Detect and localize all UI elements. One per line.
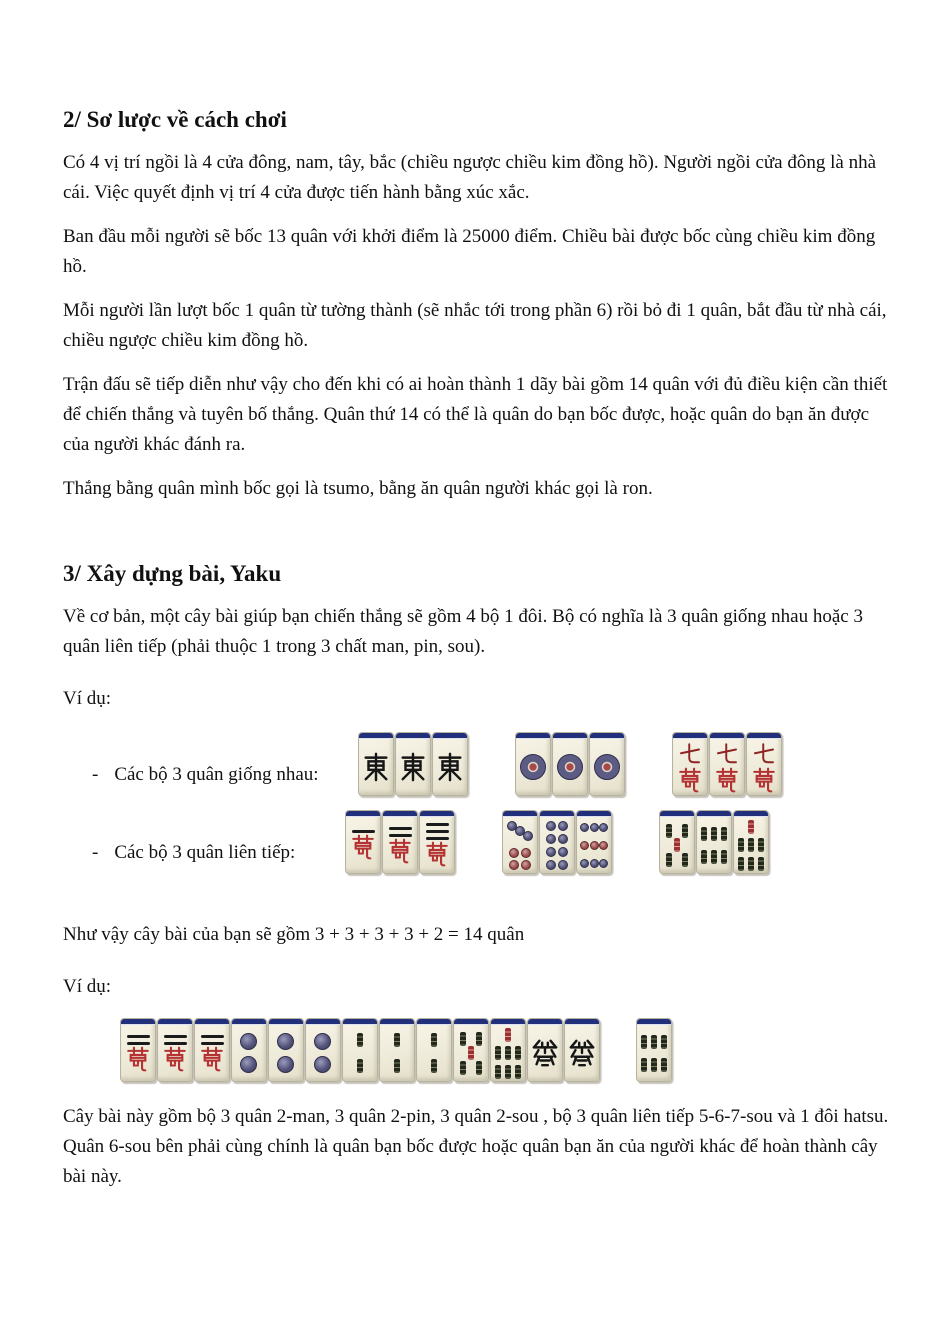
section-3-heading: 3/ Xây dựng bài, Yaku [63, 561, 282, 586]
mahjong-tile-sou7 [733, 810, 769, 874]
bullet-label-sequential [63, 838, 345, 874]
bullet-label-identical [63, 760, 358, 796]
tile-face [158, 1025, 192, 1081]
bullet-text-identical: Các bộ 3 quân giống nhau: [114, 764, 319, 785]
tile-face [747, 739, 781, 795]
tile-face [734, 817, 768, 873]
mahjong-tile-man1 [345, 810, 381, 874]
tile-face [660, 817, 694, 873]
tile-face [710, 739, 744, 795]
sum-line: Như vậy cây bài của bạn sẽ gồm 3 + 3 + 3 + 3 + 2 = 14 quân [63, 924, 525, 945]
mahjong-tile-man7 [746, 732, 782, 796]
tile-face [396, 739, 430, 795]
tile-face [553, 739, 587, 795]
mahjong-tile-man2 [120, 1018, 156, 1082]
tile-group [345, 810, 455, 874]
tile-face [673, 739, 707, 795]
tile-face [346, 817, 380, 873]
example-hand-row [120, 1018, 892, 1082]
tile-group [659, 810, 769, 874]
mahjong-tile-east [395, 732, 431, 796]
mahjong-tile-man2 [194, 1018, 230, 1082]
tile-face [417, 1025, 451, 1081]
section-2-heading: 2/ Sơ lược về cách chơi [63, 107, 287, 132]
mahjong-tile-man7 [709, 732, 745, 796]
tile-groups-hand [120, 1018, 672, 1082]
mahjong-tile-pin1 [552, 732, 588, 796]
tile-face [383, 817, 417, 873]
mahjong-tile-sou2 [379, 1018, 415, 1082]
mahjong-tile-pin2 [231, 1018, 267, 1082]
mahjong-tile-man2 [157, 1018, 193, 1082]
mahjong-tile-sou2 [416, 1018, 452, 1082]
tile-group [636, 1018, 672, 1082]
tile-face [121, 1025, 155, 1081]
tile-face [306, 1025, 340, 1081]
tile-face [590, 739, 624, 795]
bullet-dash: - [92, 764, 99, 785]
mahjong-tile-hatsu [564, 1018, 600, 1082]
tile-face [232, 1025, 266, 1081]
mahjong-tile-pin1 [515, 732, 551, 796]
tile-group [120, 1018, 600, 1082]
mahjong-tile-pin2 [268, 1018, 304, 1082]
mahjong-tile-east [358, 732, 394, 796]
tile-face [697, 817, 731, 873]
tile-face [516, 739, 550, 795]
tile-face [503, 817, 537, 873]
mahjong-tile-sou7 [490, 1018, 526, 1082]
closing-paragraph: Cây bài này gồm bộ 3 quân 2-man, 3 quân 2-pin, 3 quân 2-sou , bộ 3 quân liên tiếp 5-6-7-sou và 1 đôi hatsu. Quân 6-sou bên phải cùng chính là quân bạn bốc được hoặc quân bạn ăn của người khác để hoàn thành cây bài này. [63, 1106, 889, 1187]
bullet-text-sequential: Các bộ 3 quân liên tiếp: [114, 842, 296, 863]
mahjong-tile-sou2 [342, 1018, 378, 1082]
section-2-paragraph-5: Thắng bằng quân mình bốc gọi là tsumo, bằng ăn quân người khác gọi là ron. [63, 478, 653, 499]
section-3-intro: Về cơ bản, một cây bài giúp bạn chiến thắng sẽ gồm 4 bộ 1 đôi. Bộ có nghĩa là 3 quân giống nhau hoặc 3 quân liên tiếp (phải thuộc 1 trong 3 chất man, pin, sou). [63, 606, 863, 657]
mahjong-tile-pin2 [305, 1018, 341, 1082]
mahjong-tile-sou6 [696, 810, 732, 874]
mahjong-tile-sou5 [453, 1018, 489, 1082]
tile-group [515, 732, 625, 796]
tile-face [637, 1025, 671, 1081]
tile-group [672, 732, 782, 796]
example-label-2: Ví dụ: [63, 976, 112, 997]
mahjong-tile-pin7 [502, 810, 538, 874]
tile-group [358, 732, 468, 796]
section-2-paragraph-2: Ban đầu mỗi người sẽ bốc 13 quân với khởi điểm là 25000 điểm. Chiều bài được bốc cùng chiều kim đồng hồ. [63, 226, 876, 277]
mahjong-tile-pin8 [539, 810, 575, 874]
mahjong-tile-east [432, 732, 468, 796]
tile-face [491, 1025, 525, 1081]
mahjong-tile-man3 [419, 810, 455, 874]
tile-face [577, 817, 611, 873]
tile-face [528, 1025, 562, 1081]
mahjong-tile-hatsu [527, 1018, 563, 1082]
section-2-paragraph-1: Có 4 vị trí ngồi là 4 cửa đông, nam, tây, bắc (chiều ngược chiều kim đồng hồ). Người ngồi cửa đông là nhà cái. Việc quyết định vị trí 4 cửa được tiến hành bằng xúc xắc. [63, 152, 877, 203]
tile-face [343, 1025, 377, 1081]
mahjong-tile-pin9 [576, 810, 612, 874]
example-label-1: Ví dụ: [63, 688, 112, 709]
tile-face [359, 739, 393, 795]
mahjong-tile-man7 [672, 732, 708, 796]
tile-face [454, 1025, 488, 1081]
mahjong-tile-sou6 [636, 1018, 672, 1082]
tile-face [380, 1025, 414, 1081]
tile-face [433, 739, 467, 795]
tile-face [565, 1025, 599, 1081]
tile-group [502, 810, 612, 874]
section-2-paragraph-4: Trận đấu sẽ tiếp diễn như vậy cho đến khi có ai hoàn thành 1 dãy bài gồm 14 quân với đủ điều kiện cần thiết để chiến thắng và tuyên bố thắng. Quân thứ 14 có thể là quân do bạn bốc được, hoặc quân do bạn ăn được của người khác đánh ra. [63, 374, 888, 455]
tile-face [269, 1025, 303, 1081]
mahjong-tile-sou5 [659, 810, 695, 874]
bullet-row-sequential-sets [63, 806, 892, 874]
tile-face [420, 817, 454, 873]
bullet-dash: - [92, 842, 99, 863]
tile-face [540, 817, 574, 873]
bullet-row-identical-sets [63, 728, 892, 796]
mahjong-tile-pin1 [589, 732, 625, 796]
tile-groups-identical [358, 732, 782, 796]
section-2-paragraph-3: Mỗi người lần lượt bốc 1 quân từ tường thành (sẽ nhắc tới trong phần 6) rồi bỏ đi 1 quân, bắt đầu từ nhà cái, chiều ngược chiều kim đồng hồ. [63, 300, 887, 351]
tile-face [195, 1025, 229, 1081]
mahjong-tile-man2 [382, 810, 418, 874]
tile-groups-sequential [345, 810, 769, 874]
